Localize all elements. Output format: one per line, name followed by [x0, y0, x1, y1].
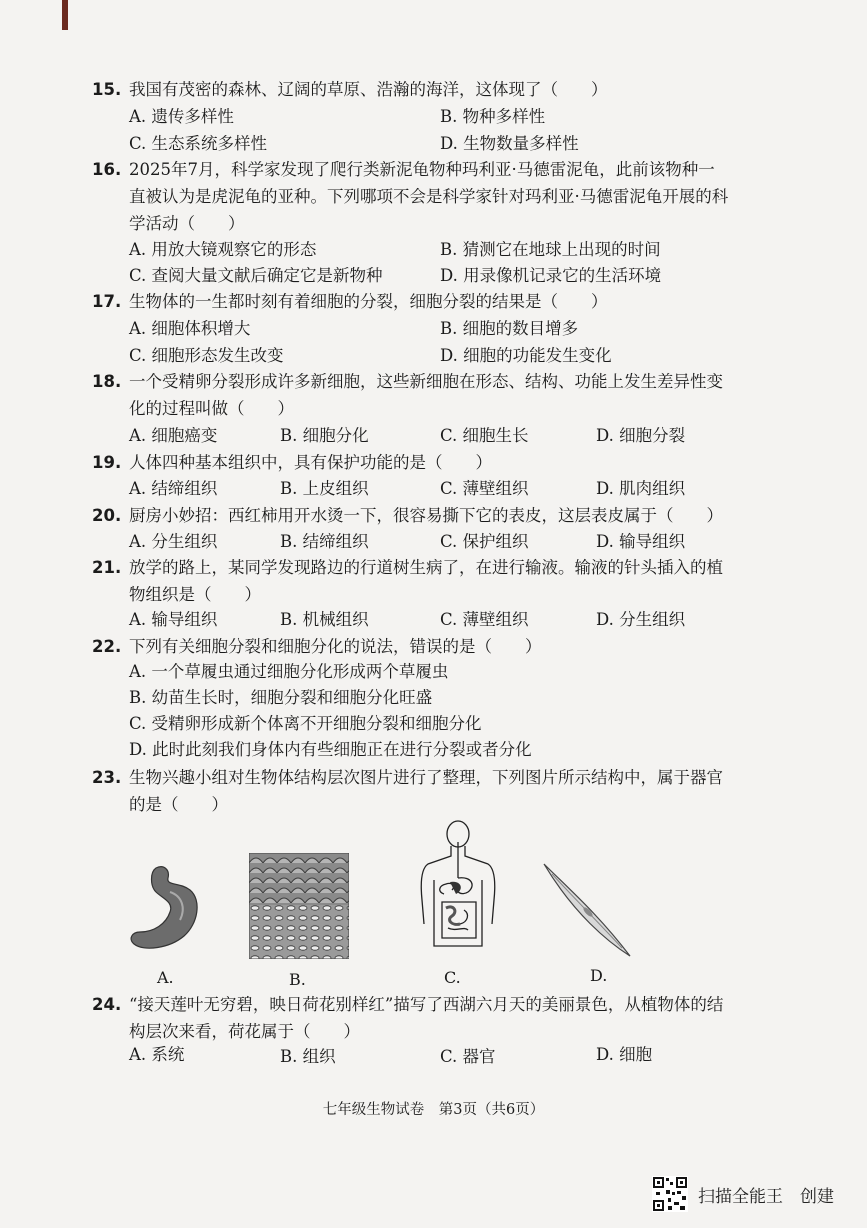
option-d[interactable]: D. 用录像机记录它的生活环境	[440, 266, 662, 285]
option-b[interactable]: B. 细胞的数目增多	[440, 319, 579, 338]
figure-label-b[interactable]: B.	[289, 970, 306, 989]
option-a[interactable]: A. 细胞癌变	[129, 426, 218, 445]
option-c[interactable]: C. 薄壁组织	[440, 610, 529, 629]
option-a[interactable]: A. 系统	[129, 1045, 185, 1064]
option-c[interactable]: C. 薄壁组织	[440, 479, 529, 498]
question-24	[92, 991, 729, 1045]
question-stem: 生物体的一生都时刻有着细胞的分裂，细胞分裂的结果是（ ）	[129, 292, 608, 311]
question-stem: 我国有茂密的森林、辽阔的草原、浩瀚的海洋，这体现了（ ）	[129, 80, 608, 99]
question-stem: 人体四种基本组织中，具有保护功能的是（ ）	[129, 453, 492, 472]
question-15	[92, 76, 729, 103]
option-b[interactable]: B. 猜测它在地球上出现的时间	[440, 240, 661, 259]
question-stem: 下列有关细胞分裂和细胞分化的说法，错误的是（ ）	[129, 637, 542, 656]
question-number: 23.	[92, 768, 122, 787]
question-18	[92, 368, 729, 422]
option-b[interactable]: B. 上皮组织	[280, 479, 369, 498]
question-20	[92, 502, 769, 529]
question-19	[92, 449, 729, 476]
option-c[interactable]: C. 查阅大量文献后确定它是新物种	[129, 266, 383, 285]
question-23	[92, 764, 729, 818]
question-stem: 厨房小妙招：西红柿用开水烫一下，很容易撕下它的表皮，这层表皮属于（ ）	[129, 506, 723, 525]
option-a[interactable]: A. 用放大镜观察它的形态	[129, 240, 317, 259]
question-number: 18.	[92, 372, 122, 391]
option-b[interactable]: B. 结缔组织	[280, 532, 369, 551]
question-number: 22.	[92, 637, 122, 656]
question-22	[92, 633, 729, 660]
option-c[interactable]: C. 器官	[440, 1047, 496, 1066]
question-stem: 生物兴趣小组对生物体结构层次图片进行了整理，下列图片所示结构中，属于器官的是（ ）	[129, 768, 723, 814]
option-d[interactable]: D. 输导组织	[596, 532, 686, 551]
option-a[interactable]: A. 遗传多样性	[129, 107, 234, 126]
question-stem: 2025年7月，科学家发现了爬行类新泥龟物种玛利亚·马德雷泥龟，此前该物种一直被认为是虎泥龟的亚种。下列哪项不会是科学家针对玛利亚·马德雷泥龟开展的科学活动（ ）	[129, 160, 729, 233]
option-d[interactable]: D. 细胞	[596, 1045, 653, 1064]
muscle-cell-icon	[538, 858, 638, 962]
question-stem: “接天莲叶无穷碧，映日荷花别样红”描写了西湖六月天的美丽景色，从植物体的结构层次来看，荷花属于（ ）	[129, 995, 724, 1041]
option-b[interactable]: B. 物种多样性	[440, 107, 546, 126]
option-b[interactable]: B. 细胞分化	[280, 426, 369, 445]
option-c[interactable]: C. 细胞生长	[440, 426, 529, 445]
option-a[interactable]: A. 结缔组织	[129, 479, 218, 498]
tissue-texture-icon	[249, 853, 349, 959]
scanner-watermark	[652, 1176, 834, 1212]
digestive-system-icon	[418, 820, 498, 960]
option-a[interactable]: A. 分生组织	[129, 532, 218, 551]
qr-code-icon	[652, 1176, 688, 1212]
question-number: 19.	[92, 453, 122, 472]
question-number: 24.	[92, 995, 122, 1014]
question-number: 15.	[92, 80, 122, 99]
question-number: 21.	[92, 558, 122, 577]
figure-label-d[interactable]: D.	[590, 966, 608, 985]
option-d[interactable]: D. 生物数量多样性	[440, 134, 579, 153]
option-b[interactable]: B. 机械组织	[280, 610, 369, 629]
option-a[interactable]: A. 一个草履虫通过细胞分化形成两个草履虫	[129, 662, 449, 681]
question-number: 20.	[92, 506, 122, 525]
option-c[interactable]: C. 受精卵形成新个体离不开细胞分裂和细胞分化	[129, 714, 482, 733]
scanner-label: 扫描全能王 创建	[698, 1186, 834, 1207]
option-d[interactable]: D. 肌肉组织	[596, 479, 686, 498]
question-21	[92, 554, 729, 608]
option-d[interactable]: D. 此时此刻我们身体内有些细胞正在进行分裂或者分化	[129, 740, 532, 759]
figure-label-c[interactable]: C.	[444, 968, 461, 987]
option-c[interactable]: C. 保护组织	[440, 532, 529, 551]
question-stem: 一个受精卵分裂形成许多新细胞，这些新细胞在形态、结构、功能上发生差异性变化的过程叫做（ ）	[129, 372, 723, 418]
question-number: 16.	[92, 160, 122, 179]
option-a[interactable]: A. 输导组织	[129, 610, 218, 629]
question-stem: 放学的路上，某同学发现路边的行道树生病了，在进行输液。输液的针头插入的植物组织是（ ）	[129, 558, 723, 604]
option-d[interactable]: D. 分生组织	[596, 610, 686, 629]
option-b[interactable]: B. 组织	[280, 1047, 336, 1066]
binding-edge-mark	[62, 0, 68, 30]
question-16	[92, 156, 729, 237]
question-number: 17.	[92, 292, 122, 311]
option-d[interactable]: D. 细胞分裂	[596, 426, 686, 445]
option-c[interactable]: C. 细胞形态发生改变	[129, 346, 284, 365]
stomach-icon	[126, 862, 206, 952]
option-b[interactable]: B. 幼苗生长时，细胞分裂和细胞分化旺盛	[129, 688, 433, 707]
option-a[interactable]: A. 细胞体积增大	[129, 319, 251, 338]
figure-label-a[interactable]: A.	[157, 968, 174, 987]
option-c[interactable]: C. 生态系统多样性	[129, 134, 268, 153]
option-d[interactable]: D. 细胞的功能发生变化	[440, 346, 612, 365]
page-footer: 七年级生物试卷 第3页（共6页）	[322, 1102, 545, 1118]
question-17	[92, 288, 729, 315]
